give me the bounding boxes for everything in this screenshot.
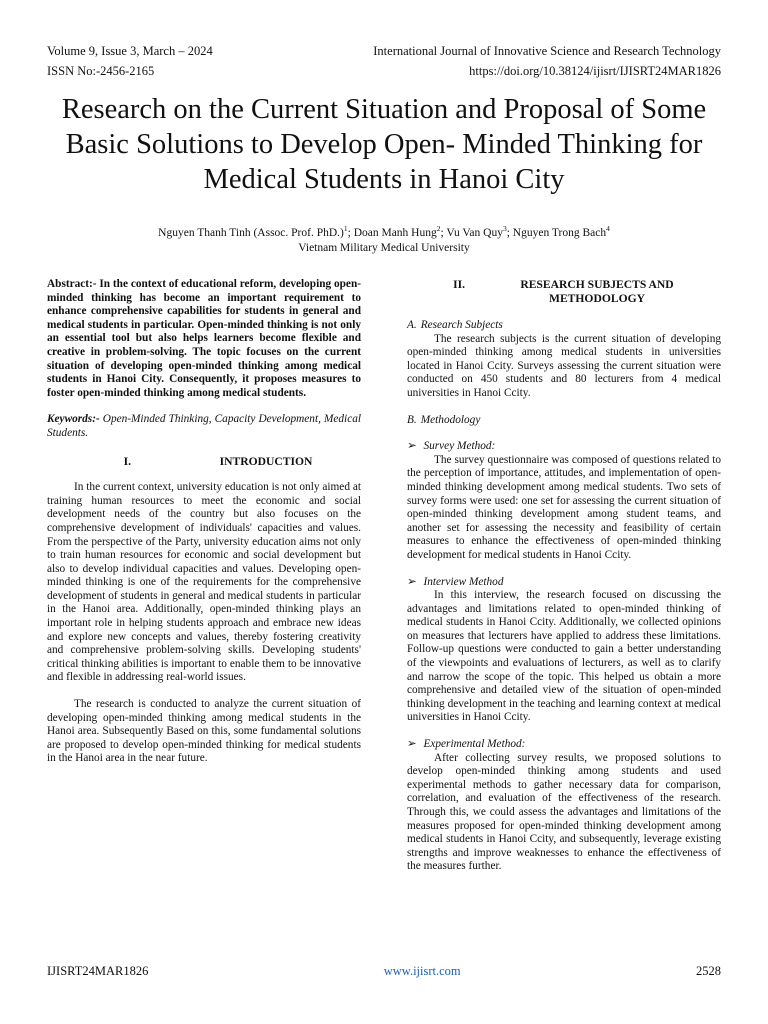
running-header-top bbox=[47, 44, 721, 59]
bullet-survey-method: ➢ Survey Method: bbox=[407, 440, 496, 453]
experimental-method-paragraph: After collecting survey results, we proposed solutions to develop open-minded thinking among students and used experimental methods to gather necessary data for comparison, correlation, and evaluation of the effectiveness of the research. Through this, we could assess the advantages and limitations of the measures proposed for open-minded thinking development among medical students in Hanoi Ccity, and subsequently, leverage existing strengths and improve weaknesses to enhance the effectiveness of the measures further. bbox=[407, 751, 721, 873]
section-number: I. bbox=[123, 454, 131, 468]
author-list bbox=[0, 221, 768, 241]
bullet-interview-method: ➢ Interview Method bbox=[407, 575, 504, 588]
arrow-bullet-icon: ➢ bbox=[407, 738, 417, 751]
page-footer bbox=[47, 964, 721, 979]
page-number: 2528 bbox=[696, 964, 721, 978]
website-link[interactable]: www.ijisrt.com bbox=[383, 964, 461, 978]
section-number: II. bbox=[453, 278, 465, 291]
author-1-affil: 1 bbox=[343, 224, 348, 233]
keywords-label: Keywords:- bbox=[47, 413, 100, 426]
author-2: ; Doan Manh Hung bbox=[347, 226, 437, 239]
section-name bbox=[473, 278, 721, 306]
author-3: ; Vu Van Quy bbox=[440, 226, 503, 239]
author-4: ; Nguyen Trong Bach bbox=[506, 226, 607, 239]
abstract-label: Abstract:- bbox=[47, 278, 97, 290]
doi-link[interactable]: https://doi.org/10.38124/ijisrt/IJISRT24MAR1826 bbox=[469, 64, 721, 78]
author-1: Nguyen Thanh Tinh (Assoc. Prof. PhD.) bbox=[158, 226, 344, 239]
survey-method-paragraph: The survey questionnaire was composed of questions related to the perception of importance, attitudes, and implementation of open-minded thinking development among medical students. Two sets of survey forms were used: one set for assessing the current situation of open-minded thinking development among student teams, and another set for assessing the necessity and feasibility of certain measures to enhance the effectiveness of open-minded thinking development for medical students in Hanoi Ccity. bbox=[407, 453, 721, 561]
section-heading-methodology bbox=[407, 278, 721, 306]
article-code: IJISRT24MAR1826 bbox=[47, 964, 149, 978]
abstract bbox=[47, 278, 361, 400]
subsection-heading-research-subjects: A. Research Subjects bbox=[407, 319, 503, 331]
interview-method-paragraph: In this interview, the research focused on discussing the advantages and limitations related to open-minded thinking of medical students in Hanoi Ccity. Additionally, we collected opinions on measures that lecturers have applied to address these limitations. Follow-up questions were conducted to gain a better understanding of the viewpoints and evaluations of lecturers, as well as to clarify and narrow the scope of the topic. This helped us obtain a more comprehensive and detailed view of the situation of open-minded thinking development in the teaching and learning context at medical universities in Hanoi Ccity. bbox=[407, 589, 721, 724]
subsection-heading-methodology: B. Methodology bbox=[407, 413, 481, 426]
right-column bbox=[407, 278, 721, 874]
research-subjects-paragraph: The research subjects is the current situation of developing open-minded thinking among medical students in universities located in Hanoi Ccity. Surveys assessing the current situation were conducted on 450 students and 80 lecturers from 4 medical universities in Hanoi Ccity. bbox=[407, 332, 721, 399]
keywords-text: Open-Minded Thinking, Capacity Development, Medical Students. bbox=[47, 413, 361, 439]
author-block bbox=[0, 221, 768, 256]
affiliation: Vietnam Military Medical University bbox=[298, 241, 470, 254]
left-column bbox=[47, 278, 361, 766]
section-name: INTRODUCTION bbox=[219, 454, 313, 468]
section-heading-introduction bbox=[47, 455, 361, 469]
running-header-bottom bbox=[47, 64, 721, 79]
author-2-affil: 2 bbox=[436, 224, 441, 233]
arrow-bullet-icon: ➢ bbox=[407, 575, 417, 588]
arrow-bullet-icon: ➢ bbox=[407, 440, 417, 453]
section-name-line-1: RESEARCH SUBJECTS AND bbox=[520, 278, 674, 291]
issn: ISSN No:-2456-2165 bbox=[47, 64, 155, 78]
bullet-experimental-method: ➢ Experimental Method: bbox=[407, 738, 526, 751]
section-name-line-2: METHODOLOGY bbox=[549, 292, 645, 305]
journal-name: International Journal of Innovative Science and Research Technology bbox=[373, 44, 721, 58]
author-3-affil: 3 bbox=[502, 224, 507, 233]
paper-title: Research on the Current Situation and Proposal of Some Basic Solutions to Develop Open- Minded Thinking for Medical Students in Hanoi City bbox=[61, 94, 707, 195]
keywords bbox=[47, 413, 361, 440]
intro-paragraph-2: The research is conducted to analyze the current situation of developing open-minded thinking among medical students in the Hanoi area. Subsequently Based on this, some fundamental solutions are proposed to develop open-minded thinking for medical students in the Hanoi area in the near future. bbox=[47, 698, 361, 765]
volume-info: Volume 9, Issue 3, March – 2024 bbox=[47, 44, 213, 58]
intro-paragraph-1: In the current context, university education is not only aimed at training human resources to meet the economic and social development needs of the country but also focuses on the comprehensive development of individuals' capacities and values. From the perspective of the Party, university education aims not only to train human resources for economic and social development but also to develop individual capacities and values. Developing open-minded thinking is one of the requirements for the comprehensive development of students in general and medical students in particular in the Hanoi area. Additionally, open-minded thinking plays an important role in helping students approach and embrace new ideas and explore new concepts and values, thereby fostering creativity and comprehensive problem-solving skills. Developing students' critical thinking abilities is important to enable them to be innovative and flexible in addressing real-world issues. bbox=[47, 481, 361, 684]
author-4-affil: 4 bbox=[606, 224, 610, 233]
abstract-text: In the context of educational reform, developing open-minded thinking has become an important requirement to enhance comprehensive capabilities for students in general and medical students in particular. Open-minded thinking is not only an essential tool but also helps learners become flexible and creative in problem-solving. The topic focuses on the current situation of developing open-minded thinking among medical students in Hanoi City. Consequently, it proposes measures to foster open-minded thinking among medical students. bbox=[47, 278, 361, 399]
